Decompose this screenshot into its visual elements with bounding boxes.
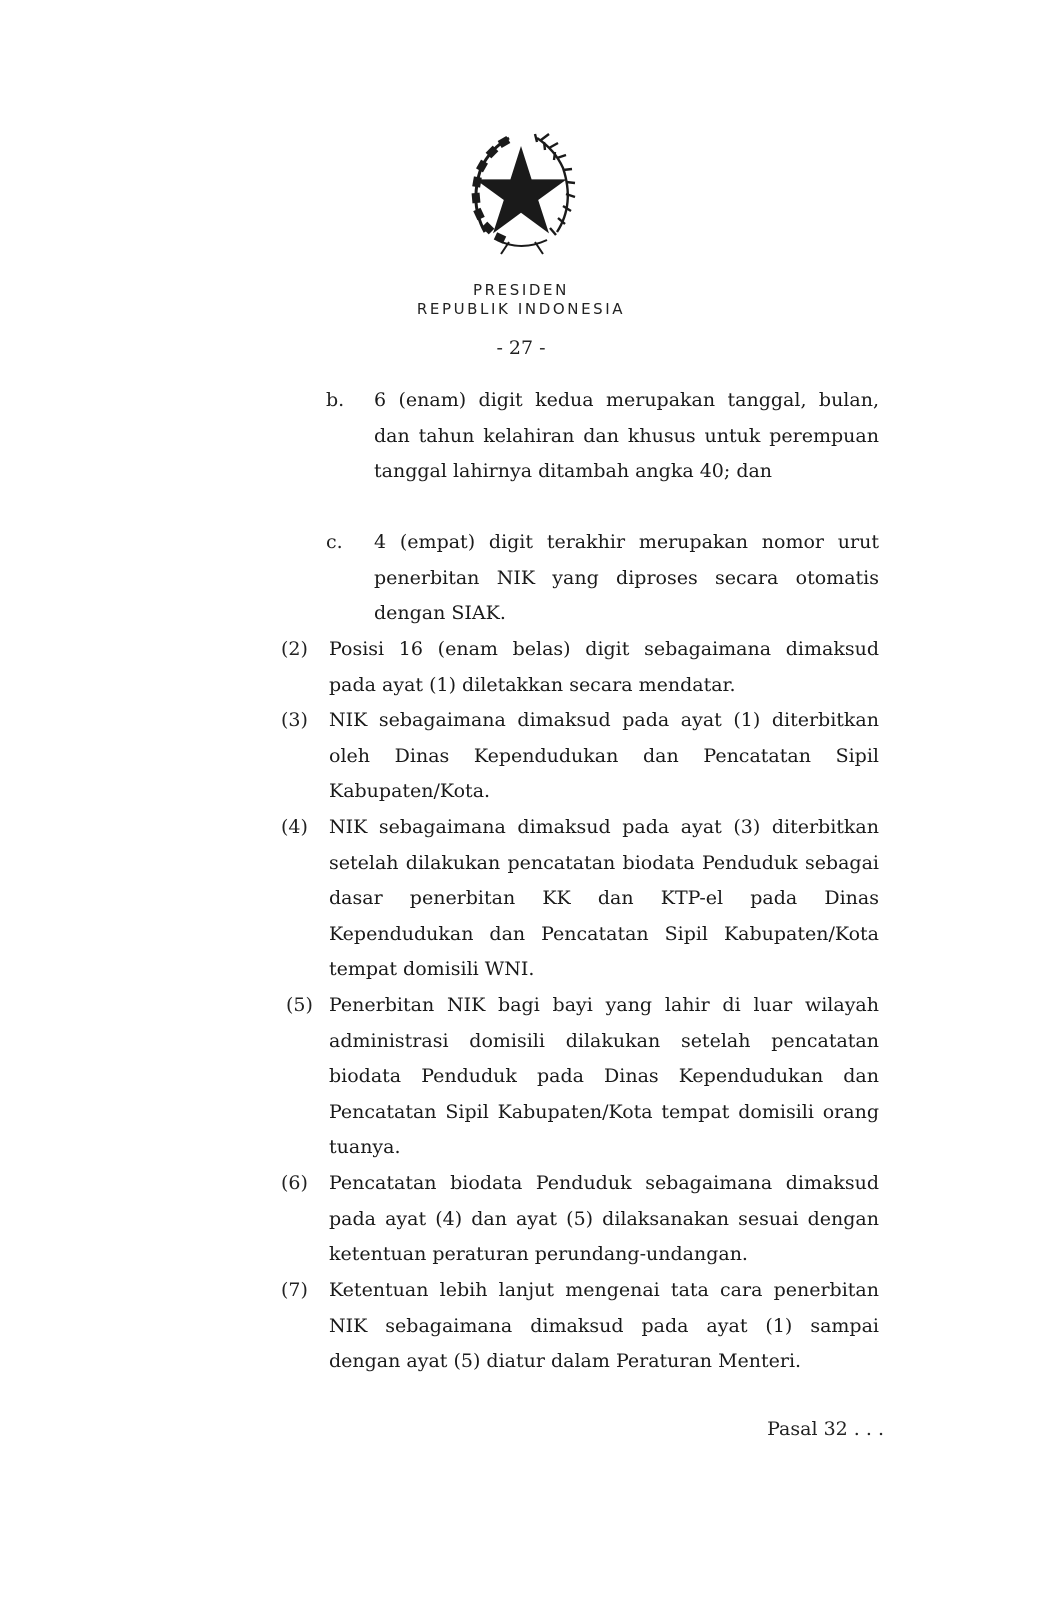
list-item-text: 4 (empat) digit terakhir merupakan nomor urut penerbitan NIK yang diproses secara otomatis dengan SIAK.: [374, 531, 879, 624]
list-item-marker: c.: [326, 531, 343, 553]
paragraph-text: Ketentuan lebih lanjut mengenai tata cara penerbitan NIK sebagaimana dimaksud pada ayat (1) sampai dengan ayat (5) diatur dalam Peraturan Menteri.: [329, 1279, 879, 1372]
paragraph-text: Posisi 16 (enam belas) digit sebagaimana dimaksud pada ayat (1) diletakkan secara mendatar.: [329, 638, 879, 696]
paragraph-number: (7): [281, 1279, 308, 1301]
paragraph-text: Pencatatan biodata Penduduk sebagaimana dimaksud pada ayat (4) dan ayat (5) dilaksanakan sesuai dengan ketentuan peraturan perundang-undangan.: [329, 1172, 879, 1265]
paragraph-number: (3): [281, 709, 308, 731]
header-title: PRESIDEN: [473, 281, 569, 299]
next-page-reference: Pasal 32 . . .: [767, 1418, 884, 1440]
paragraph-number: (5): [286, 994, 313, 1016]
presidential-emblem-icon: [451, 124, 591, 264]
paragraph-number: (6): [281, 1172, 308, 1194]
paragraph-text: Penerbitan NIK bagi bayi yang lahir di luar wilayah administrasi domisili dilakukan setelah pencatatan biodata Penduduk pada Dinas Kependudukan dan Pencatatan Sipil Kabupaten/Kota tempat domisili orang tuanya.: [329, 994, 879, 1158]
header-subtitle: REPUBLIK INDONESIA: [416, 300, 626, 318]
list-item-text: 6 (enam) digit kedua merupakan tanggal, bulan, dan tahun kelahiran dan khusus untuk perempuan tanggal lahirnya ditambah angka 40; dan: [374, 389, 879, 482]
list-item-marker: b.: [326, 389, 345, 411]
paragraph-text: NIK sebagaimana dimaksud pada ayat (3) diterbitkan setelah dilakukan pencatatan biodata Penduduk sebagai dasar penerbitan KK dan KTP-el pada Dinas Kependudukan dan Pencatatan Sipil Kabupaten/Kota tempat domisili WNI.: [329, 816, 879, 980]
paragraph-text: NIK sebagaimana dimaksud pada ayat (1) diterbitkan oleh Dinas Kependudukan dan Pencatatan Sipil Kabupaten/Kota.: [329, 709, 879, 802]
page-number: - 27 -: [496, 337, 546, 359]
paragraph-number: (2): [281, 638, 308, 660]
paragraph-number: (4): [281, 816, 308, 838]
